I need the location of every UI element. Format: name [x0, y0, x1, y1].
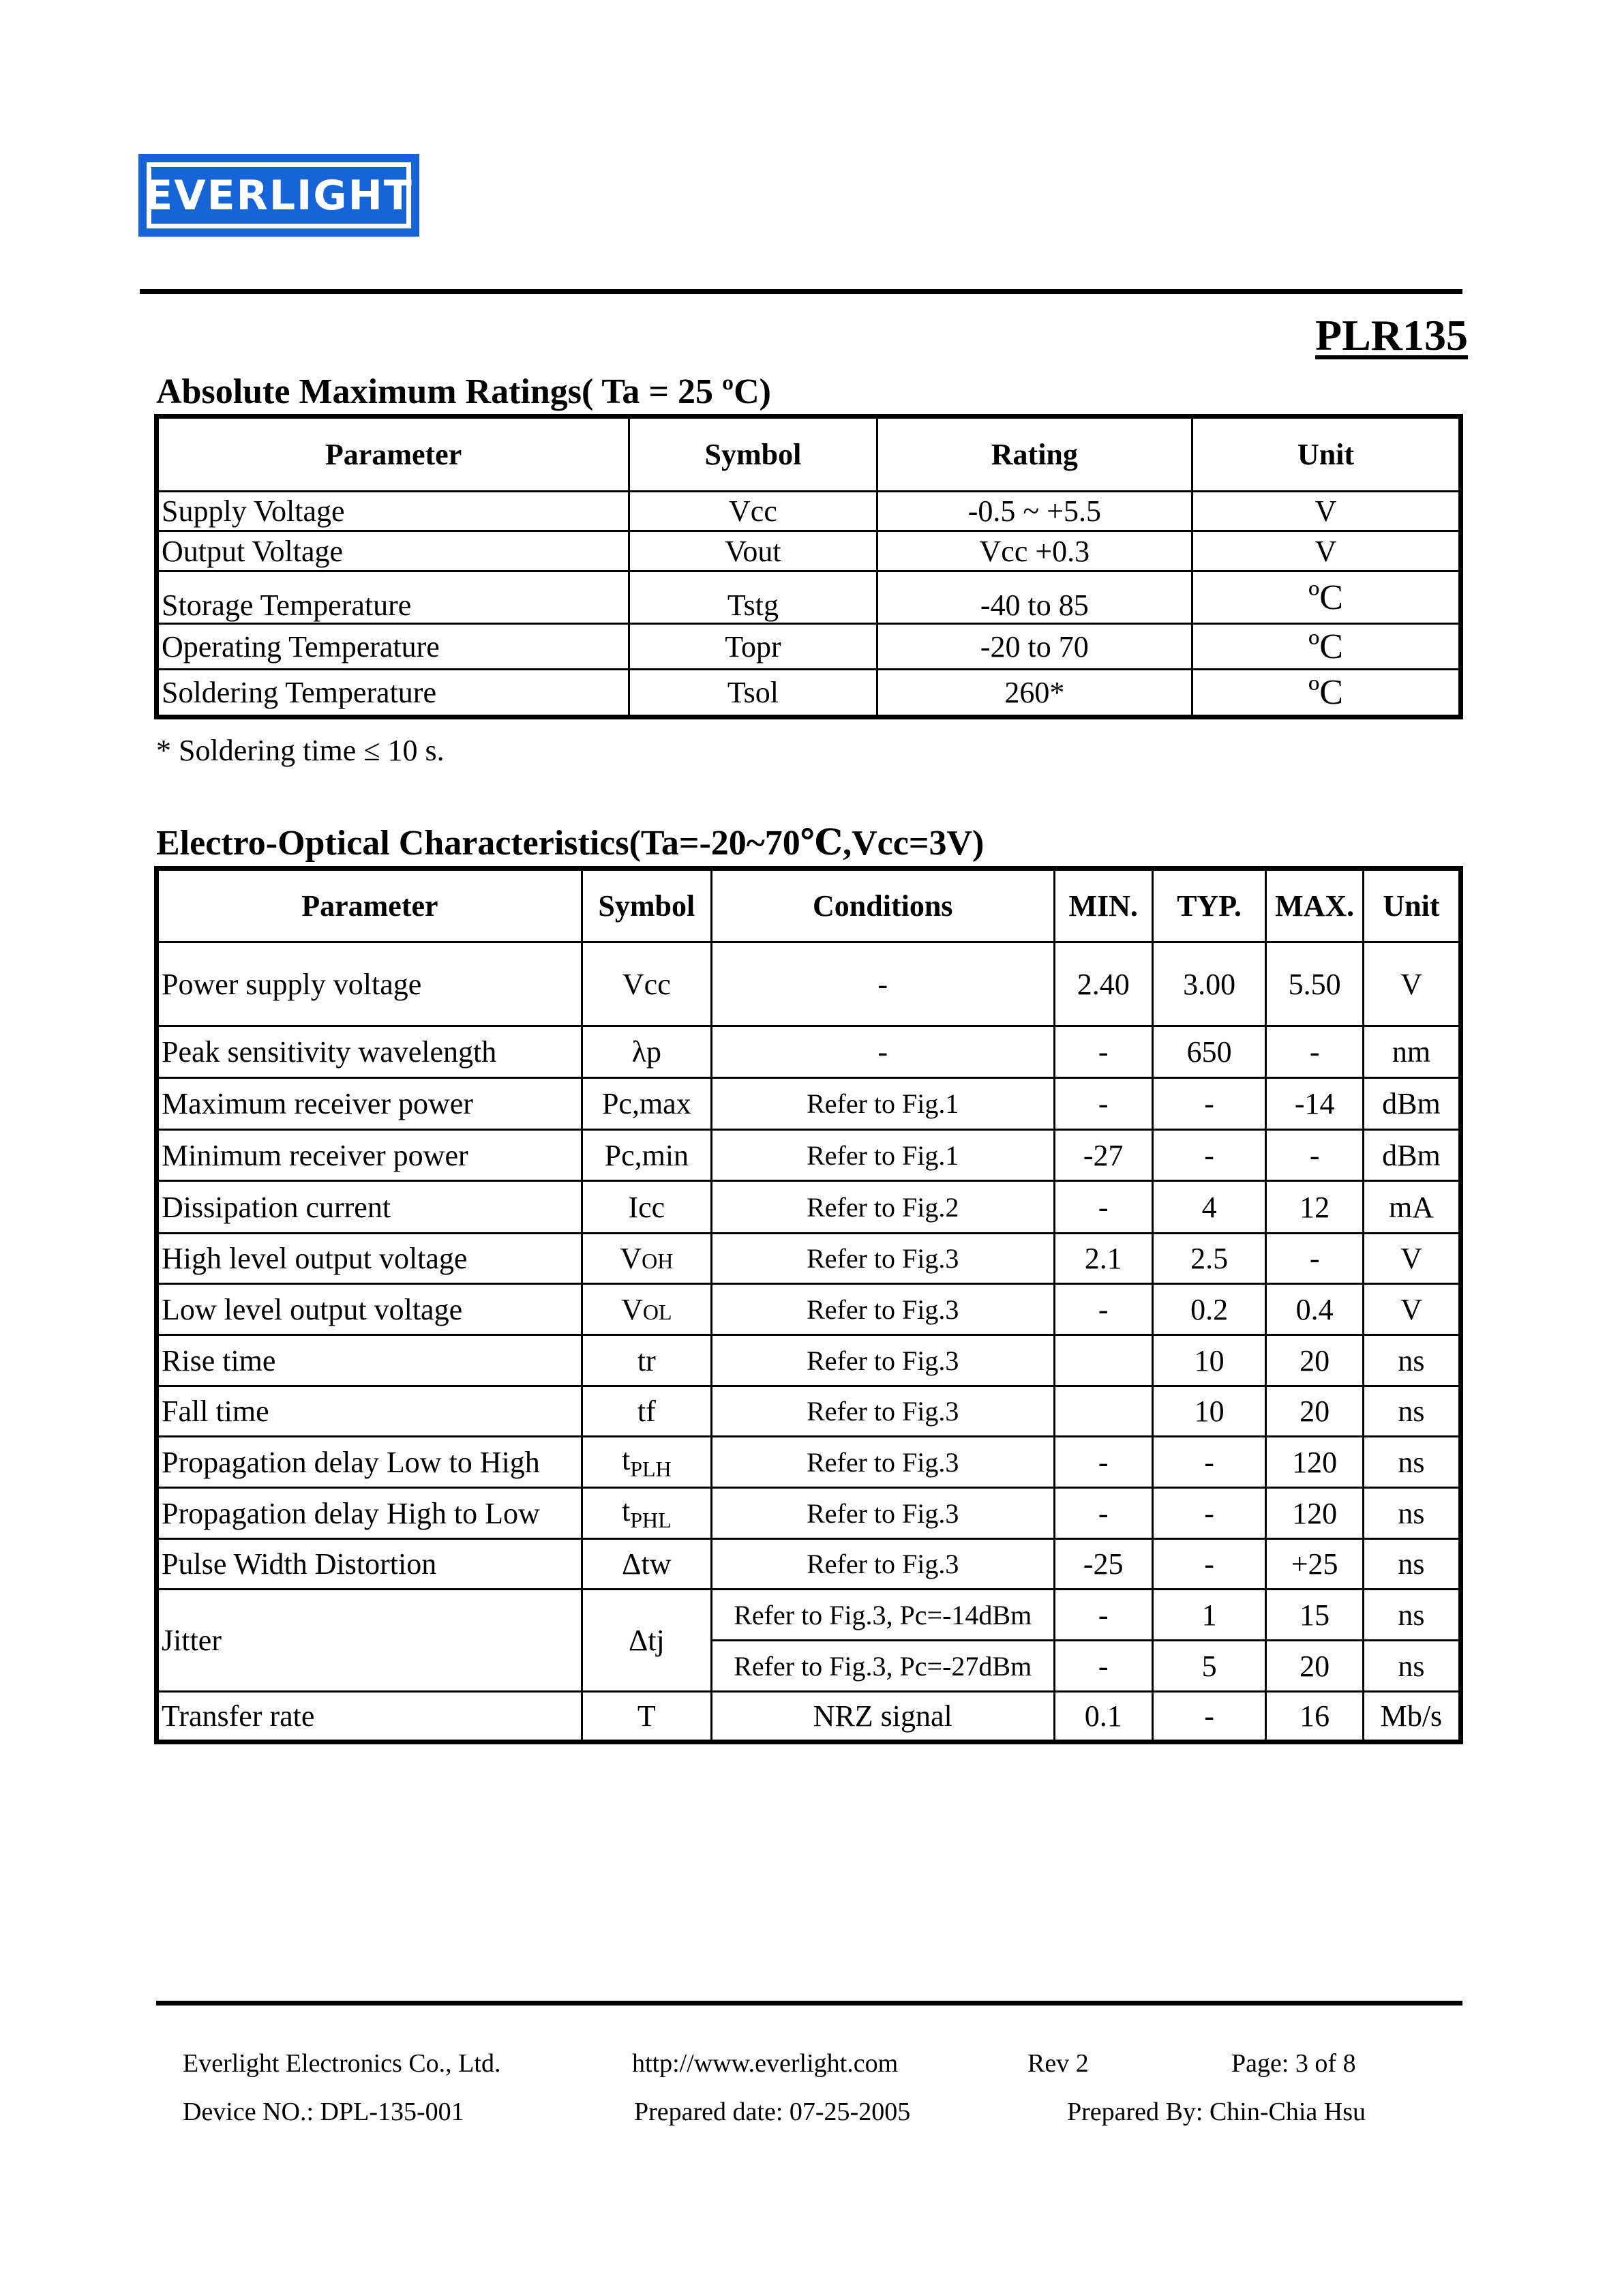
- param-cell: Power supply voltage: [157, 942, 582, 1026]
- col-header: Parameter: [157, 417, 629, 492]
- conditions-cell: Refer to Fig.2: [711, 1181, 1054, 1234]
- unit-cell: V: [1363, 1284, 1460, 1335]
- col-header: Parameter: [157, 869, 582, 942]
- symbol-subscript: OH: [642, 1249, 674, 1273]
- table-row: [157, 492, 1461, 531]
- conditions-cell: Refer to Fig.3: [711, 1284, 1054, 1335]
- footer-url[interactable]: http://www.everlight.com: [632, 2049, 899, 2078]
- table-row: [157, 1284, 1461, 1335]
- table-row: [157, 531, 1461, 571]
- min-cell: 0.1: [1054, 1692, 1152, 1742]
- max-cell: +25: [1266, 1539, 1364, 1590]
- min-cell: -25: [1054, 1539, 1152, 1590]
- max-cell: 16: [1266, 1692, 1364, 1742]
- unit-cell: ns: [1363, 1437, 1460, 1488]
- symbol-text: Vcc: [622, 967, 671, 1001]
- typ-cell: 4: [1152, 1181, 1266, 1234]
- typ-cell: -: [1152, 1539, 1266, 1590]
- table-row: [157, 1488, 1461, 1539]
- symbol-cell: [582, 1078, 711, 1130]
- col-header: MAX.: [1266, 869, 1364, 942]
- symbol-text: V: [621, 1292, 643, 1326]
- typ-cell: -: [1152, 1130, 1266, 1181]
- table-row: [157, 1130, 1461, 1181]
- max-cell: 20: [1266, 1386, 1364, 1437]
- symbol-text: tr: [637, 1343, 656, 1377]
- max-cell: 15: [1266, 1590, 1364, 1641]
- logo-text: EVERLIGHT: [145, 171, 413, 220]
- param-cell: Propagation delay High to Low: [157, 1488, 582, 1539]
- min-cell: 2.1: [1054, 1234, 1152, 1284]
- col-header: Rating: [877, 417, 1192, 492]
- table-row: [157, 1335, 1461, 1386]
- footer-rule: [156, 2001, 1462, 2006]
- table-row: [157, 1181, 1461, 1234]
- unit-cell: ns: [1363, 1590, 1460, 1641]
- logo-frame: [147, 162, 411, 228]
- symbol-text: Pc,max: [601, 1087, 691, 1120]
- conditions-cell: NRZ signal: [711, 1692, 1054, 1742]
- conditions-cell: Refer to Fig.3: [711, 1488, 1054, 1539]
- header-rule: [140, 289, 1462, 294]
- symbol-text: Pc,min: [604, 1138, 689, 1172]
- unit-cell: dBm: [1363, 1130, 1460, 1181]
- param-cell: Jitter: [157, 1590, 582, 1692]
- conditions-cell: -: [711, 1026, 1054, 1078]
- typ-cell: 5: [1152, 1641, 1266, 1692]
- min-cell: [1054, 1386, 1152, 1437]
- col-header: MIN.: [1054, 869, 1152, 942]
- param-cell: Pulse Width Distortion: [157, 1539, 582, 1590]
- symbol-cell: Tsol: [629, 670, 877, 717]
- abs-max-table: [154, 414, 1463, 719]
- param-cell: Dissipation current: [157, 1181, 582, 1234]
- typ-cell: 2.5: [1152, 1234, 1266, 1284]
- rating-cell: -0.5 ~ +5.5: [877, 492, 1192, 531]
- eo-title: Electro-Optical Characteristics(Ta=-20~70℃,Vcc=3V): [156, 824, 985, 863]
- table-row: [157, 1590, 1461, 1641]
- unit-cell: ºC: [1192, 624, 1460, 670]
- parameter-cell: Transfer rate: [157, 1692, 582, 1742]
- symbol-cell: [582, 1437, 711, 1488]
- symbol-cell: Topr: [629, 624, 877, 670]
- col-header: Symbol: [582, 869, 711, 942]
- param-cell: Rise time: [157, 1335, 582, 1386]
- typ-cell: -: [1152, 1692, 1266, 1742]
- max-cell: -: [1266, 1234, 1364, 1284]
- symbol-cell: [582, 1181, 711, 1234]
- min-cell: -: [1054, 1284, 1152, 1335]
- max-cell: -14: [1266, 1078, 1364, 1130]
- unit-cell: V: [1363, 942, 1460, 1026]
- symbol-text: V: [620, 1242, 642, 1275]
- param-cell: Peak sensitivity wavelength: [157, 1026, 582, 1078]
- table-row: [157, 1692, 1461, 1742]
- param-cell: Supply Voltage: [157, 492, 629, 531]
- typ-cell: 10: [1152, 1386, 1266, 1437]
- max-cell: 120: [1266, 1488, 1364, 1539]
- col-header: Unit: [1192, 417, 1460, 492]
- symbol-cell: [582, 1284, 711, 1335]
- param-cell: Operating Temperature: [157, 624, 629, 670]
- unit-cell: ns: [1363, 1641, 1460, 1692]
- max-cell: -: [1266, 1130, 1364, 1181]
- symbol-cell: Δtj: [582, 1590, 711, 1692]
- everlight-logo: [138, 154, 419, 237]
- min-cell: -: [1054, 1078, 1152, 1130]
- col-header: TYP.: [1152, 869, 1266, 942]
- min-cell: -: [1054, 1590, 1152, 1641]
- model-number: PLR135: [1315, 311, 1468, 359]
- param-cell: Minimum receiver power: [157, 1130, 582, 1181]
- symbol-cell: [582, 1130, 711, 1181]
- rating-cell: -20 to 70: [877, 624, 1192, 670]
- unit-cell: ns: [1363, 1386, 1460, 1437]
- typ-cell: 10: [1152, 1335, 1266, 1386]
- footer-rev: Rev 2: [1027, 2049, 1089, 2078]
- table-row: [157, 624, 1461, 670]
- table-row: [157, 1078, 1461, 1130]
- conditions-cell: Refer to Fig.3: [711, 1386, 1054, 1437]
- soldering-note: * Soldering time ≤ 10 s.: [156, 734, 445, 767]
- symbol-cell: Vcc: [629, 492, 877, 531]
- min-cell: -: [1054, 1437, 1152, 1488]
- table-row: [157, 670, 1461, 717]
- eo-table: [154, 866, 1463, 1744]
- symbol-cell: [582, 1488, 711, 1539]
- unit-cell: nm: [1363, 1026, 1460, 1078]
- max-cell: 5.50: [1266, 942, 1364, 1026]
- min-cell: -: [1054, 1181, 1152, 1234]
- eo-header-row: [157, 869, 1461, 942]
- unit-cell: ns: [1363, 1335, 1460, 1386]
- symbol-text: λp: [631, 1035, 661, 1069]
- footer-page: Page: 3 of 8: [1231, 2049, 1356, 2078]
- param-cell: Output Voltage: [157, 531, 629, 571]
- unit-cell: ns: [1363, 1488, 1460, 1539]
- table-row: [157, 571, 1461, 624]
- param-cell: Storage Temperature: [157, 571, 629, 624]
- conditions-cell: Refer to Fig.3, Pc=-27dBm: [711, 1641, 1054, 1692]
- rating-cell: -40 to 85: [877, 571, 1192, 624]
- table-row: [157, 1437, 1461, 1488]
- max-cell: 120: [1266, 1437, 1364, 1488]
- typ-cell: 1: [1152, 1590, 1266, 1641]
- footer-prepared-date: Prepared date: 07-25-2005: [634, 2098, 911, 2126]
- conditions-cell: Refer to Fig.3: [711, 1234, 1054, 1284]
- typ-cell: -: [1152, 1488, 1266, 1539]
- unit-cell: V: [1192, 531, 1460, 571]
- unit-cell: V: [1363, 1234, 1460, 1284]
- typ-cell: -: [1152, 1078, 1266, 1130]
- symbol-cell: [582, 1335, 711, 1386]
- param-cell: Low level output voltage: [157, 1284, 582, 1335]
- param-cell: Soldering Temperature: [157, 670, 629, 717]
- typ-cell: 3.00: [1152, 942, 1266, 1026]
- abs-max-title: Absolute Maximum Ratings( Ta = 25 ºC): [156, 372, 771, 411]
- unit-cell: ºC: [1192, 670, 1460, 717]
- symbol-cell: T: [582, 1692, 711, 1742]
- typ-cell: 650: [1152, 1026, 1266, 1078]
- max-cell: 20: [1266, 1641, 1364, 1692]
- col-header: Symbol: [629, 417, 877, 492]
- conditions-cell: Refer to Fig.1: [711, 1078, 1054, 1130]
- conditions-cell: Refer to Fig.3, Pc=-14dBm: [711, 1590, 1054, 1641]
- col-header: Conditions: [711, 869, 1054, 942]
- table-row: [157, 942, 1461, 1026]
- min-cell: -: [1054, 1641, 1152, 1692]
- conditions-cell: -: [711, 942, 1054, 1026]
- table-row: [157, 1386, 1461, 1437]
- param-cell: Fall time: [157, 1386, 582, 1437]
- table-row: [157, 1234, 1461, 1284]
- min-cell: 2.40: [1054, 942, 1152, 1026]
- conditions-cell: Refer to Fig.1: [711, 1130, 1054, 1181]
- param-cell: High level output voltage: [157, 1234, 582, 1284]
- symbol-cell: [582, 1026, 711, 1078]
- param-cell: Propagation delay Low to High: [157, 1437, 582, 1488]
- max-cell: -: [1266, 1026, 1364, 1078]
- symbol-cell: [582, 1234, 711, 1284]
- unit-cell: ºC: [1192, 571, 1460, 624]
- abs-max-header-row: [157, 417, 1461, 492]
- symbol-subscript: PLH: [630, 1456, 672, 1481]
- rating-cell: Vcc +0.3: [877, 531, 1192, 571]
- conditions-cell: Refer to Fig.3: [711, 1437, 1054, 1488]
- unit-cell: V: [1192, 492, 1460, 531]
- max-cell: 20: [1266, 1335, 1364, 1386]
- footer-prepared-by: Prepared By: Chin-Chia Hsu: [1067, 2098, 1366, 2126]
- typ-cell: -: [1152, 1437, 1266, 1488]
- conditions-cell: Refer to Fig.3: [711, 1335, 1054, 1386]
- conditions-cell: Refer to Fig.3: [711, 1539, 1054, 1590]
- unit-cell: dBm: [1363, 1078, 1460, 1130]
- rating-cell: 260*: [877, 670, 1192, 717]
- symbol-cell: [582, 1539, 711, 1590]
- symbol-cell: Tstg: [629, 571, 877, 624]
- symbol-text: Icc: [628, 1190, 665, 1224]
- footer-device-no: Device NO.: DPL-135-001: [183, 2098, 464, 2126]
- symbol-cell: Vout: [629, 531, 877, 571]
- col-header: Unit: [1363, 869, 1460, 942]
- table-row: [157, 1026, 1461, 1078]
- min-cell: -27: [1054, 1130, 1152, 1181]
- symbol-text: t: [621, 1494, 631, 1528]
- symbol-cell: [582, 1386, 711, 1437]
- footer-company: Everlight Electronics Co., Ltd.: [183, 2049, 501, 2078]
- unit-cell: mA: [1363, 1181, 1460, 1234]
- symbol-subscript: PHL: [630, 1507, 672, 1532]
- symbol-text: Δtw: [622, 1547, 672, 1581]
- typ-cell: 0.2: [1152, 1284, 1266, 1335]
- symbol-subscript: OL: [642, 1299, 672, 1324]
- symbol-text: t: [621, 1443, 631, 1477]
- max-cell: 0.4: [1266, 1284, 1364, 1335]
- min-cell: [1054, 1335, 1152, 1386]
- symbol-text: tf: [637, 1395, 656, 1428]
- table-row: [157, 1539, 1461, 1590]
- min-cell: -: [1054, 1488, 1152, 1539]
- unit-cell: ns: [1363, 1539, 1460, 1590]
- param-cell: Maximum receiver power: [157, 1078, 582, 1130]
- symbol-cell: [582, 942, 711, 1026]
- max-cell: 12: [1266, 1181, 1364, 1234]
- unit-cell: Mb/s: [1363, 1692, 1460, 1742]
- min-cell: -: [1054, 1026, 1152, 1078]
